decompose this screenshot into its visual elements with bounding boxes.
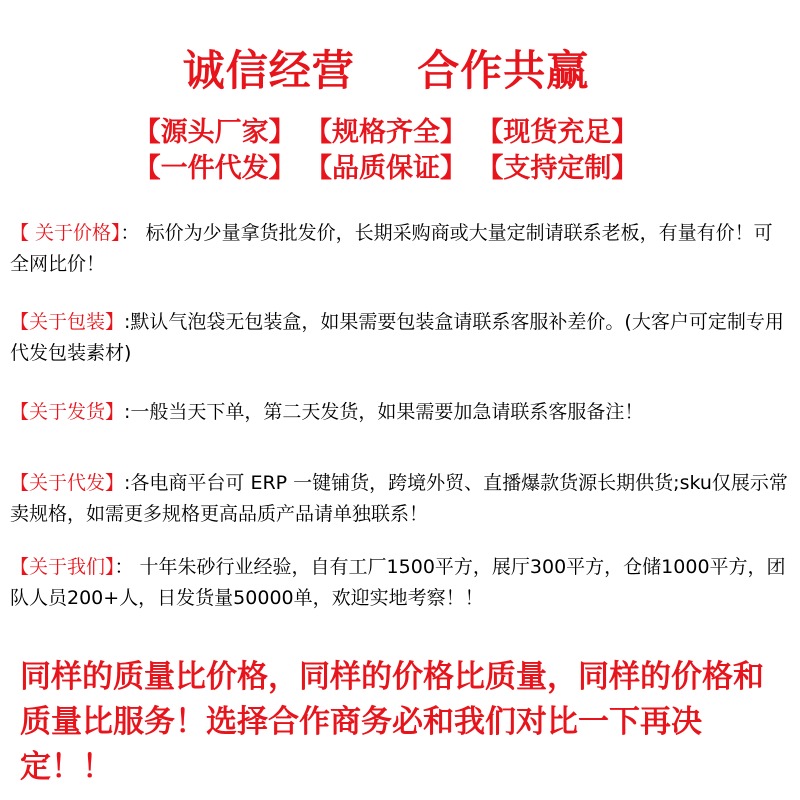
section-price-text: ： 标价为少量拿货批发价，长期采购商或大量定制请联系老板，有量有价！可全网比价！ xyxy=(10,222,773,275)
tag-customization: 【支持定制】 xyxy=(476,153,639,184)
section-packaging xyxy=(10,307,790,369)
section-about xyxy=(10,552,790,614)
tag-source-factory: 【源头厂家】 xyxy=(133,117,296,148)
feature-tags-row-1 xyxy=(0,115,772,151)
section-about-text: ： 十年朱砂行业经验，自有工厂1500平方，展厅300平方，仓储1000平方，团队人员200+人，日发货量50000单，欢迎实地考察！！ xyxy=(10,556,786,609)
section-price xyxy=(10,218,790,280)
section-about-label: 【关于我们】 xyxy=(10,556,115,578)
section-dropship xyxy=(10,468,790,530)
feature-tags xyxy=(0,115,772,187)
tag-quality-guarantee: 【品质保证】 xyxy=(305,153,467,184)
section-shipping xyxy=(10,397,790,428)
tag-dropshipping: 【一件代发】 xyxy=(133,153,296,184)
section-shipping-label: 【关于发货】 xyxy=(10,401,125,423)
section-price-label: 【 关于价格】 xyxy=(10,222,121,244)
section-shipping-text: :一般当天下单，第二天发货，如果需要加急请联系客服备注！ xyxy=(124,401,644,423)
section-dropship-label: 【关于代发】 xyxy=(10,472,125,494)
page-title: 诚信经营 合作共赢 xyxy=(182,46,590,95)
slogan: 同样的质量比价格，同样的价格比质量，同样的价格和质量比服务！选择合作商务必和我们对比一下再决定！！ xyxy=(20,659,764,785)
section-packaging-label: 【关于包装】 xyxy=(10,311,125,333)
feature-tags-row-2 xyxy=(0,151,772,187)
section-packaging-text: :默认气泡袋无包装盒，如果需要包装盒请联系客服补差价。(大客户可定制专用代发包装素材) xyxy=(10,311,784,364)
tag-stock-available: 【现货充足】 xyxy=(476,117,639,148)
tag-complete-specs: 【规格齐全】 xyxy=(305,117,467,148)
section-dropship-text: :各电商平台可 ERP 一键铺货，跨境外贸、直播爆款货源长期供货;sku仅展示常卖规格，如需更多规格更高品质产品请单独联系！ xyxy=(10,472,788,525)
